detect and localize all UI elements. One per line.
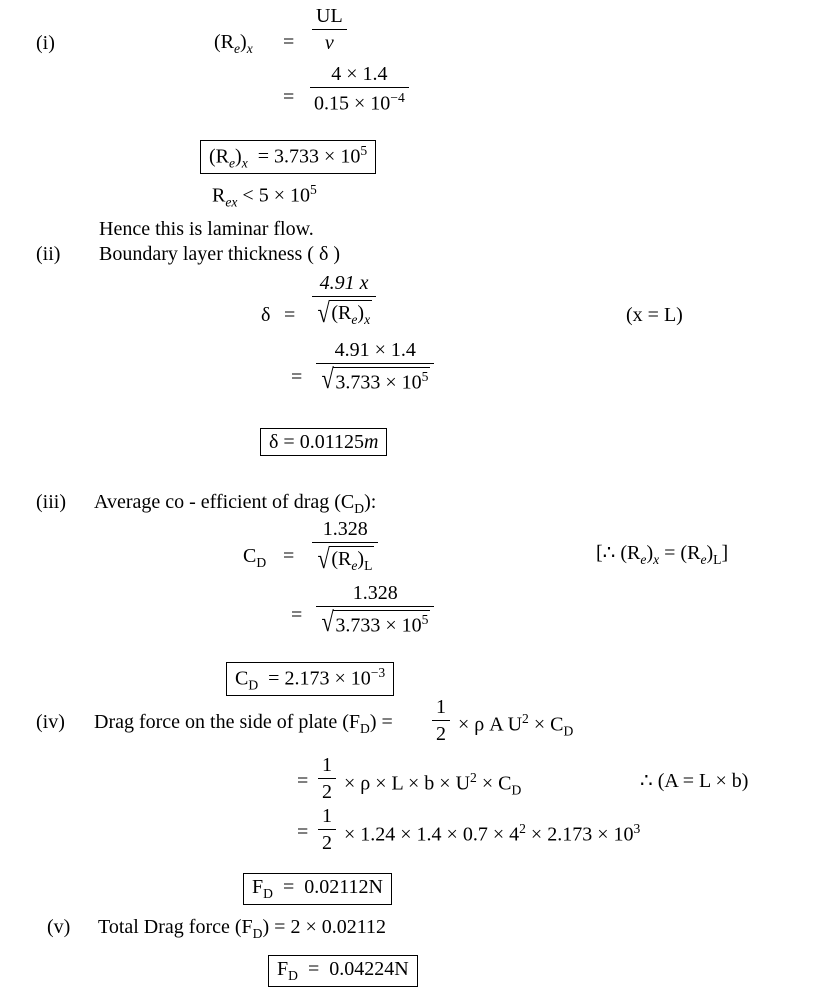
section-heading-drag-coefficient: Average co - efficient of drag $(C_D)$: bbox=[94, 491, 377, 516]
condition-x-equals-l: (x = L) bbox=[626, 304, 683, 326]
equals-sign: = bbox=[283, 545, 295, 567]
boxed-total-drag-result: $F_D = 0.04224N$ bbox=[268, 955, 418, 987]
equals-sign: = bbox=[284, 304, 296, 326]
boxed-cd-result: $C_D = 2.173 \times 10^{-3}$ bbox=[226, 662, 394, 696]
fraction-cd-values: 1.328 √ $3.733 \times 10^5$ bbox=[316, 583, 434, 636]
part-label-v: (v) bbox=[47, 916, 71, 938]
equals-sign: = bbox=[297, 770, 309, 792]
section-heading-total-drag: Total Drag force $(F_D) = 2 \times 0.02112$ bbox=[98, 916, 386, 941]
fraction-one-half: 1 2 bbox=[432, 697, 450, 744]
fraction-cd-formula: 1.328 √ $(R_e)_L$ bbox=[312, 519, 378, 573]
fraction-delta-formula: 4.91 x √ $(R_e)_x$ bbox=[312, 273, 376, 327]
boxed-reynolds-result: $(R_e)_x = 3.733 \times 10^5$ bbox=[200, 140, 376, 174]
boxed-delta-result: δ = 0.01125m bbox=[260, 428, 387, 456]
equals-sign: = bbox=[291, 366, 303, 388]
part-label-iii: (iii) bbox=[36, 491, 66, 513]
delta-symbol: δ bbox=[261, 304, 271, 326]
laminar-conclusion: Hence this is laminar flow. bbox=[99, 218, 314, 240]
drag-force-expanded: × $\rho \times L \times b \times U^2 \times C_D$ bbox=[344, 770, 522, 798]
cd-lhs: $C_D$ bbox=[243, 545, 267, 570]
fraction-delta-values: 4.91 × 1.4 √ $3.733 \times 10^5$ bbox=[316, 340, 434, 393]
reynolds-equivalence-note: [∴ $(R_e)_x = (R_e)_L$] bbox=[596, 542, 729, 567]
reynolds-lhs-1: $(R_e)_x$ bbox=[214, 31, 253, 56]
section-heading-boundary-layer: Boundary layer thickness ( δ ) bbox=[99, 243, 341, 265]
area-note: ∴ (A = L × b) bbox=[640, 770, 749, 792]
equals-sign: = bbox=[297, 821, 309, 843]
drag-force-formula: × ρ A $U^2 \times C_D$ bbox=[458, 711, 574, 739]
drag-force-values: × $1.24 \times 1.4 \times 0.7 \times 4^2 \times 2.173 \times 10^3$ bbox=[344, 821, 641, 846]
part-label-i: (i) bbox=[36, 32, 55, 54]
part-label-ii: (ii) bbox=[36, 243, 61, 265]
part-label-iv: (iv) bbox=[36, 711, 65, 733]
equals-sign: = bbox=[283, 31, 295, 53]
section-heading-drag-force: Drag force on the side of plate $(F_D)$ = bbox=[94, 711, 393, 736]
fraction-ul-over-nu: UL ν bbox=[312, 6, 347, 53]
equals-sign: = bbox=[291, 604, 303, 626]
reynolds-inequality: $R_{ex} < 5 \times 10^5$ bbox=[212, 182, 317, 210]
fraction-reynolds-values: 4 × 1.4 $0.15 \times 10^{-4}$ bbox=[310, 64, 409, 114]
equals-sign: = bbox=[283, 86, 295, 108]
fraction-one-half: 1 2 bbox=[318, 755, 336, 802]
boxed-drag-force-result: $F_D = 0.02112N$ bbox=[243, 873, 392, 905]
fraction-one-half: 1 2 bbox=[318, 806, 336, 853]
